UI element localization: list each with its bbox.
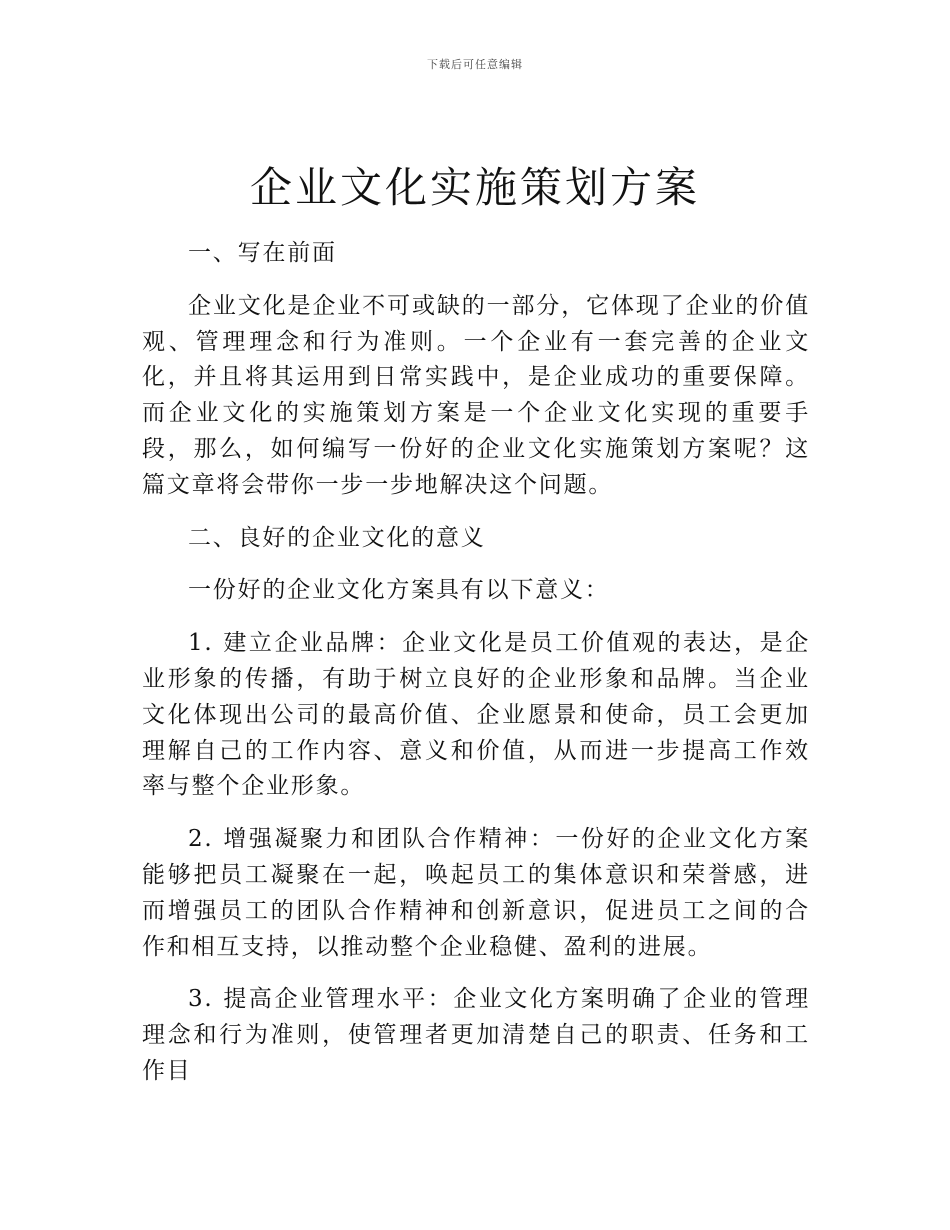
list-item-2: 2. 增强凝聚力和团队合作精神：一份好的企业文化方案能够把员工凝聚在一起，唤起员工的集体意识和荣誉感，进而增强员工的团队合作精神和创新意识，促进员工之间的合作和相互支持，以推动整个企业稳健、盈利的进展。	[142, 826, 810, 960]
list-item-1: 1. 建立企业品牌：企业文化是员工价值观的表达，是企业形象的传播，有助于树立良好的企业形象和品牌。当企业文化体现出公司的最高价值、企业愿景和使命，员工会更加理解自己的工作内容、意义和价值，从而进一步提高工作效率与整个企业形象。	[142, 630, 810, 800]
section-heading-2: 二、良好的企业文化的意义	[188, 524, 486, 551]
section-heading-1: 一、写在前面	[188, 240, 337, 266]
paragraph-intro: 企业文化是企业不可或缺的一部分，它体现了企业的价值观、管理理念和行为准则。一个企业有一套完善的企业文化，并且将其运用到日常实践中，是企业成功的重要保障。而企业文化的实施策划方案是一个企业文化实现的重要手段，那么，如何编写一份好的企业文化实施策划方案呢？这篇文章将会带你一步一步地解决这个问题。	[142, 292, 810, 498]
list-item-3: 3. 提高企业管理水平：企业文化方案明确了企业的管理理念和行为准则，使管理者更加清楚自己的职责、任务和工作目	[142, 986, 810, 1084]
document-title: 企业文化实施策划方案	[249, 163, 700, 212]
document-body	[142, 236, 810, 1107]
paragraph-lead: 一份好的企业文化方案具有以下意义：	[188, 577, 610, 604]
download-edit-note: 下载后可任意编辑	[427, 58, 523, 71]
